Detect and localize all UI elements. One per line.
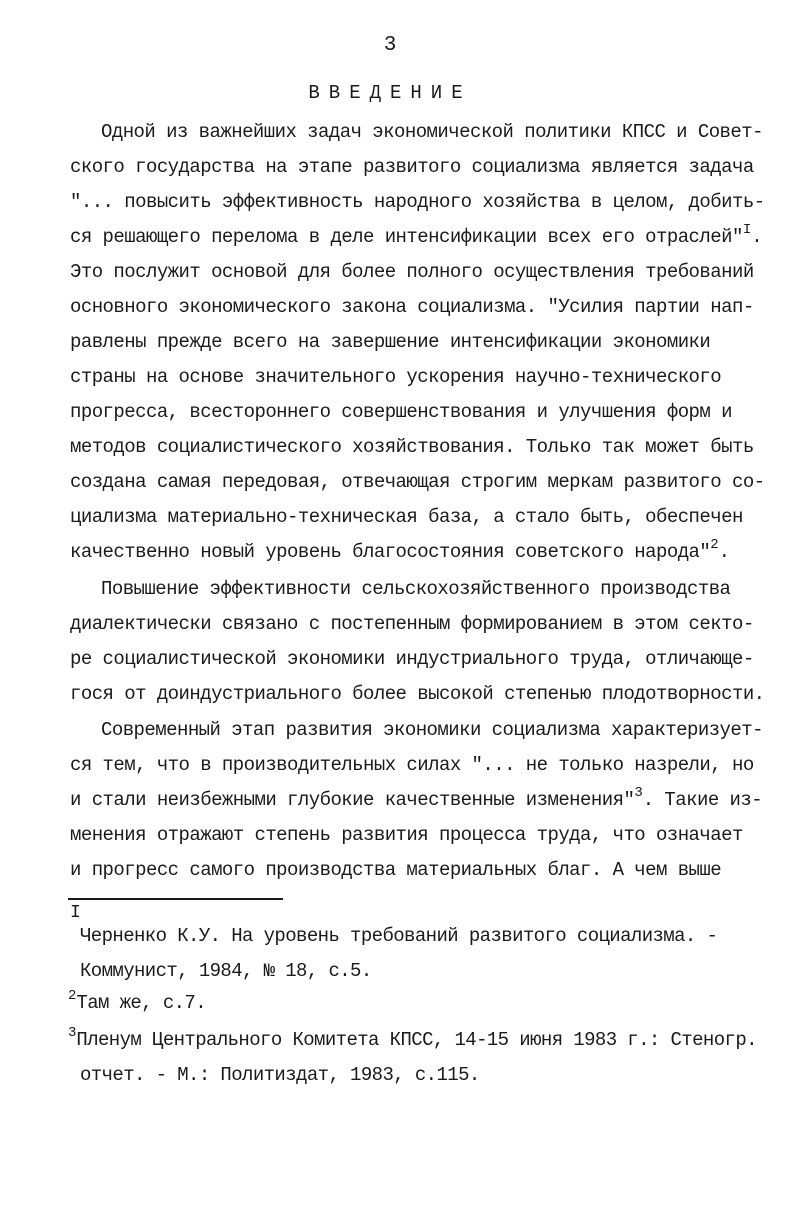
body-line: [101, 718, 763, 742]
body-line: [70, 647, 754, 671]
footnote-number: 3: [68, 1025, 77, 1041]
footnote-text: Черненко К.У. На уровень требований развитого социализма. -: [80, 925, 718, 947]
footnote-line: [68, 988, 748, 1015]
body-line-text: ского государства на этапе развитого социализма является задача: [70, 156, 754, 178]
body-line-text: менения отражают степень развития процесса труда, что означает: [70, 824, 743, 846]
footnote-ref: I: [742, 222, 752, 238]
body-line-text: ся решающего перелома в деле интенсификации всех его отраслей": [70, 226, 743, 248]
body-line-text: "... повысить эффективность народного хозяйства в целом, добить-: [70, 191, 765, 213]
body-line-text: Современный этап развития экономики социализма характеризует-: [101, 719, 763, 741]
body-line-text: основного экономического закона социализма. "Усилия партии нап-: [70, 296, 754, 318]
footnote-ref: 3: [634, 785, 643, 801]
footnote-number: 2: [68, 988, 77, 1004]
body-line: [70, 858, 750, 882]
footnote-ref: 2: [710, 537, 719, 553]
body-line: [70, 505, 750, 529]
body-line: [70, 537, 750, 564]
footnote-separator: [68, 898, 283, 900]
body-line: [101, 577, 751, 601]
body-line: [101, 120, 763, 144]
body-line-text: создана самая передовая, отвечающая строгим меркам развитого со-: [70, 471, 765, 493]
footnote-line: [80, 924, 760, 948]
body-line-text: циализма материально-техническая база, а стало быть, обеспечен: [70, 506, 743, 528]
body-line: [70, 295, 754, 319]
body-line-text: прогресса, всестороннего совершенствования и улучшения форм и: [70, 401, 732, 423]
footnote-line: [68, 1025, 757, 1052]
body-line-tail: .: [751, 226, 763, 248]
body-line: [70, 612, 754, 636]
body-line: [70, 222, 763, 249]
body-line-text: Это послужит основой для более полного осуществления требований: [70, 261, 754, 283]
body-line: [70, 330, 750, 354]
section-heading: ВВЕДЕНИЕ: [308, 82, 472, 104]
body-line-text: и стали неизбежными глубокие качественные изменения": [70, 789, 635, 811]
body-line: [70, 190, 765, 214]
footnote-text: Коммунист, 1984, № 18, с.5.: [80, 960, 372, 982]
body-line-text: ре социалистической экономики индустриального труда, отличающе-: [70, 648, 754, 670]
body-line-text: страны на основе значительного ускорения научно-технического: [70, 366, 722, 388]
body-line: [70, 682, 765, 706]
body-line-text: Повышение эффективности сельскохозяйственного производства: [101, 578, 731, 600]
body-line-text: равлены прежде всего на завершение интенсификации экономики: [70, 331, 711, 353]
body-line: [70, 470, 765, 494]
body-line: [70, 823, 750, 847]
body-line-text: качественно новый уровень благосостояния советского народа": [70, 541, 711, 563]
footnote-line: [80, 1063, 760, 1087]
page-number: 3: [383, 34, 397, 57]
body-line-text: диалектически связано с постепенным формированием в этом секто-: [70, 613, 754, 635]
body-line-text: Одной из важнейших задач экономической политики КПСС и Совет-: [101, 121, 763, 143]
body-line-text: ся тем, что в производительных силах "... не только назрели, но: [70, 754, 754, 776]
body-line-text: и прогресс самого производства материальных благ. А чем выше: [70, 859, 722, 881]
footnote-text: отчет. - М.: Политиздат, 1983, с.115.: [80, 1064, 480, 1086]
footnote-text: Там же, с.7.: [76, 992, 207, 1014]
body-line: [70, 753, 754, 777]
body-line-tail: . Такие из-: [642, 789, 763, 811]
body-line: [70, 365, 750, 389]
body-line: [70, 435, 754, 459]
body-line: [70, 400, 750, 424]
footnote-line: [80, 959, 760, 983]
body-line: [70, 785, 763, 812]
body-line-tail: .: [718, 541, 730, 563]
body-line: [70, 260, 754, 284]
footnote-mark: I: [70, 903, 81, 923]
body-line-text: методов социалистического хозяйствования. Только так может быть: [70, 436, 754, 458]
body-line-text: гося от доиндустриального более высокой степенью плодотворности.: [70, 683, 765, 705]
body-line: [70, 155, 754, 179]
footnote-text: Пленум Центрального Комитета КПСС, 14-15 июня 1983 г.: Стеногр.: [76, 1029, 757, 1051]
